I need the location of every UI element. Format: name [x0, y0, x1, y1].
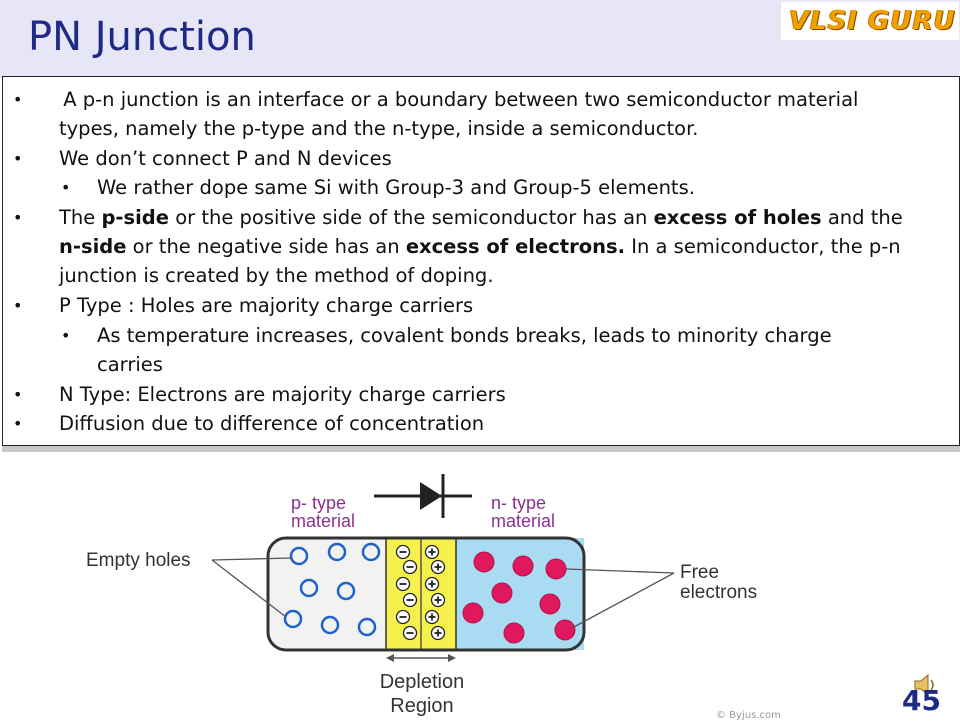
logo-text: VLSI GURU	[789, 6, 956, 36]
electron-icon	[474, 552, 494, 572]
text-run: or the negative side has an	[126, 235, 406, 258]
diode-symbol-icon	[374, 474, 472, 518]
bullet-dot: •	[13, 385, 23, 404]
free-electrons-label-1: Free	[680, 562, 720, 583]
electron-icon	[463, 603, 483, 623]
slide-header	[0, 0, 960, 78]
image-credit: © Byjus.com	[716, 710, 781, 721]
bullet-dot: •	[13, 208, 23, 227]
bullet-line: types, namely the p-type and the n-type, inside a semiconductor.	[59, 117, 699, 140]
negative-ion-icon	[404, 627, 417, 640]
bullet-line: P Type : Holes are majority charge carriers	[59, 294, 474, 317]
p-type-label: p- type	[291, 493, 347, 513]
free-electrons-label-2: electrons	[680, 582, 758, 603]
text-run: or the positive side of the semiconductor has an	[169, 206, 654, 229]
positive-ion-icon	[432, 627, 445, 640]
electron-icon	[540, 594, 560, 614]
bullet-line: A p-n junction is an interface or a boundary between two semiconductor material	[57, 88, 859, 111]
positive-ion-icon	[432, 594, 445, 607]
text-run: In a semiconductor, the p-n	[625, 235, 901, 258]
electron-icon	[546, 559, 566, 579]
bullet-dot: •	[61, 326, 71, 345]
pn-junction-diagram	[0, 460, 960, 720]
negative-ion-icon	[397, 611, 410, 624]
bullet-line: N Type: Electrons are majority charge carriers	[59, 383, 506, 406]
bullet-line: We don’t connect P and N devices	[59, 147, 392, 170]
positive-ion-icon	[426, 546, 439, 559]
bold-term: p-side	[101, 206, 169, 229]
bullet-line: Diffusion due to difference of concentration	[59, 412, 485, 435]
electron-icon	[492, 583, 512, 603]
negative-ion-icon	[397, 578, 410, 591]
depletion-label-1: Depletion	[379, 671, 465, 693]
electron-icon	[555, 620, 575, 640]
bold-term: excess of electrons.	[405, 235, 625, 258]
page-title: PN Junction	[28, 14, 256, 60]
empty-holes-label: Empty holes	[86, 550, 191, 571]
electron-icon	[504, 623, 524, 643]
positive-ion-icon	[426, 611, 439, 624]
page-number: 45	[902, 684, 941, 717]
n-material-label: material	[491, 511, 556, 531]
bullet-dot: •	[13, 90, 23, 109]
vlsi-guru-logo	[781, 2, 959, 40]
bullet-dot: •	[13, 149, 23, 168]
text-run: The	[59, 206, 102, 229]
bold-term: n-side	[59, 235, 127, 258]
negative-ion-icon	[404, 594, 417, 607]
depletion-label-2: Region	[390, 695, 454, 717]
bullet-line	[59, 203, 903, 233]
bullet-dot: •	[61, 178, 71, 197]
bullet-line: As temperature increases, covalent bonds breaks, leads to minority charge	[97, 324, 832, 347]
bullet-line: junction is created by the method of doping.	[59, 264, 494, 287]
bold-term: excess of holes	[653, 206, 822, 229]
bullet-line: We rather dope same Si with Group-3 and Group-5 elements.	[97, 176, 695, 199]
positive-ion-icon	[426, 578, 439, 591]
electron-icon	[513, 556, 533, 576]
bullet-dot: •	[13, 414, 23, 433]
p-material-label: material	[291, 511, 356, 531]
n-type-label: n- type	[491, 493, 547, 513]
bullet-line	[59, 232, 901, 262]
depletion-width-arrow	[386, 654, 456, 662]
bullet-content-box	[2, 76, 960, 446]
bullet-dot: •	[13, 296, 23, 315]
negative-ion-icon	[397, 546, 410, 559]
bullet-line: carries	[97, 353, 163, 376]
positive-ion-icon	[432, 561, 445, 574]
negative-ion-icon	[404, 561, 417, 574]
text-run: and the	[821, 206, 903, 229]
